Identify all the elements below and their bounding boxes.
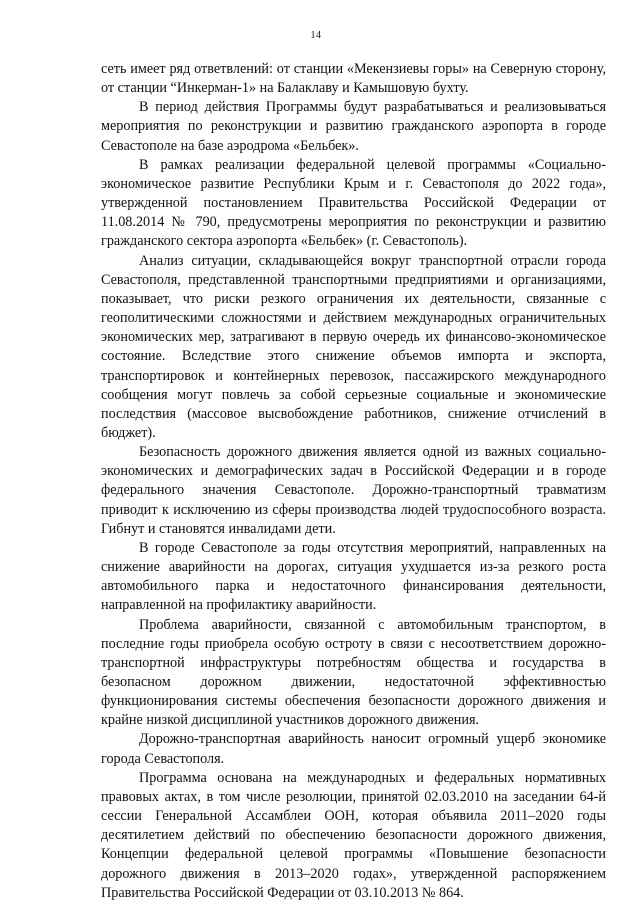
paragraph-federal-program: В рамках реализации федеральной целевой программы «Социально-экономическое развитие Республики Крым и г. Севастополя до 2022 года», утвержденной постановлением Правительства Российской Федерации от 11.08.2014 № 790, предусмотрены мероприятия по реконструкции и развитию гражданского сектора аэропорта «Бельбек» (г. Севастополь). [101, 156, 606, 250]
document-body [101, 60, 606, 903]
paragraph-legal-basis: Программа основана на международных и федеральных нормативных правовых актах, в том числе резолюции, принятой 02.03.2010 на заседании 64-й сессии Генеральной Ассамблеи ООН, которая объявила 2011–2020 годы десятилетием действий по обеспечению безопасности дорожного движения, Концепции федеральной целевой программы «Повышение безопасности дорожного движения в 2013–2020 годах», утвержденной распоряжением Правительства Российской Федерации от 03.10.2013 № 864. [101, 769, 606, 901]
paragraph-road-safety: Безопасность дорожного движения является одной из важных социально-экономических и демографических задач в Российской Федерации и в городе федерального значения Севастополе. Дорожно-транспортный травматизм приводит к исключению из сферы производства людей трудоспособного возраста. Гибнут и становятся инвалидами дети. [101, 444, 606, 537]
paragraph-railway-branches: сеть имеет ряд ответвлений: от станции «Мекензиевы горы» на Северную сторону, от станции “Инкерман-1» на Балаклаву и Камышовую бухту. [101, 61, 606, 97]
paragraph-accident-situation: В городе Севастополе за годы отсутствия мероприятий, направленных на снижение аварийности на дорогах, ситуация ухудшается из-за резкого роста автомобильного парка и недостаточного финансирования деятельности, направленной на профилактику аварийности. [101, 539, 606, 614]
paragraph-transport-analysis: Анализ ситуации, складывающейся вокруг транспортной отрасли города Севастополя, представленной транспортными предприятиями и организациями, показывает, что риски резкого ограничения их деятельности, связанные с геополитическими сложностями и действием международных ограничительных экономических мер, затрагивают в первую очередь их финансово-экономическое состояние. Вследствие этого снижение объемов импорта и экспорта, транспортировок и контейнерных перевозок, пассажирского международного сообщения могут повлечь за собой серьезные социальные и экономические последствия (массовое высвобождение работников, снижение отчислений в бюджет). [101, 252, 606, 441]
paragraph-economic-damage: Дорожно-транспортная аварийность наносит огромный ущерб экономике города Севастополя. [101, 731, 606, 767]
page-number: 14 [310, 30, 322, 41]
paragraph-airport-development: В период действия Программы будут разрабатываться и реализовываться мероприятия по реконструкции и развитию гражданского аэропорта в городе Севастополе на базе аэродрома «Бельбек». [101, 99, 606, 154]
paragraph-accident-problem: Проблема аварийности, связанной с автомобильным транспортом, в последние годы приобрела особую остроту в связи с несоответствием дорожно-транспортной инфраструктуры потребностям общества и государства в безопасном дорожном движении, недостаточной эффективностью функционирования системы обеспечения безопасности дорожного движения и крайне низкой дисциплиной участников дорожного движения. [101, 616, 606, 729]
